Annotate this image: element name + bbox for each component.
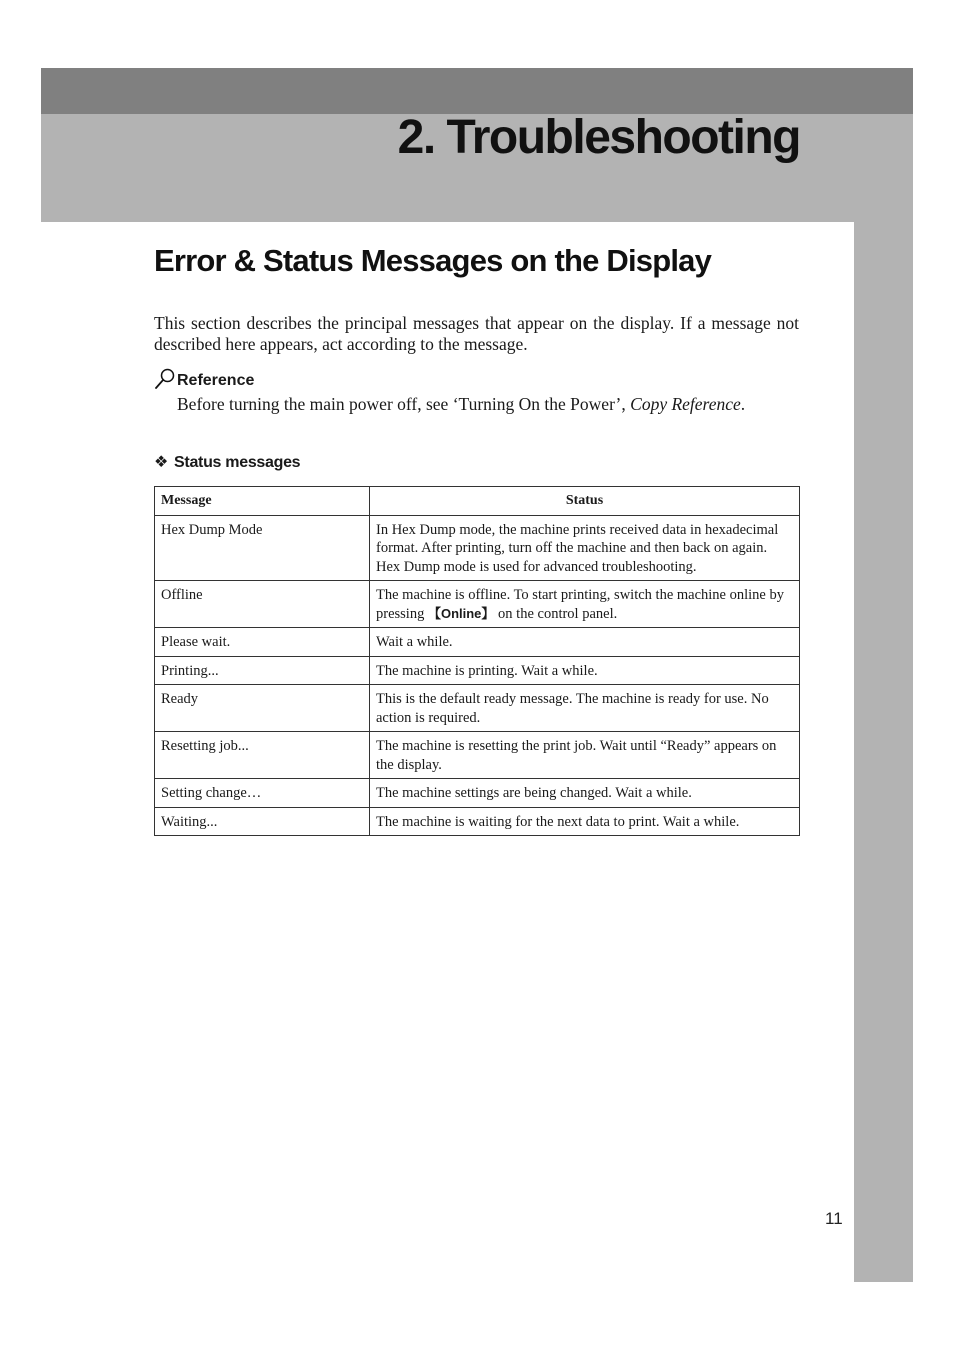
status-cell: The machine is resetting the print job. Wait until “Ready” appears on the display. <box>370 732 800 779</box>
online-key-label: 【Online】 <box>427 605 495 621</box>
table-row <box>155 628 800 657</box>
reference-heading <box>154 366 254 390</box>
status-cell: The machine is waiting for the next data to print. Wait a while. <box>370 807 800 836</box>
message-cell: Hex Dump Mode <box>155 515 370 581</box>
reference-text-end: . <box>740 394 746 414</box>
column-header-message: Message <box>155 487 370 516</box>
message-cell: Setting change… <box>155 779 370 808</box>
table-row <box>155 779 800 808</box>
table-row <box>155 656 800 685</box>
status-messages-table <box>154 486 800 836</box>
status-cell: This is the default ready message. The machine is ready for use. No action is required. <box>370 685 800 732</box>
status-text: on the control panel. <box>494 605 618 622</box>
page-number: 11 <box>825 1209 843 1228</box>
status-cell: In Hex Dump mode, the machine prints received data in hexadecimal format. After printing, turn off the machine and then back on again. Hex Dump mode is used for advanced troubleshooting. <box>370 515 800 581</box>
message-cell: Ready <box>155 685 370 732</box>
table-row <box>155 685 800 732</box>
status-cell <box>370 581 800 628</box>
message-cell: Resetting job... <box>155 732 370 779</box>
column-header-status: Status <box>370 487 800 516</box>
status-cell: The machine settings are being changed. Wait a while. <box>370 779 800 808</box>
status-cell: The machine is printing. Wait a while. <box>370 656 800 685</box>
header-band-dark <box>41 68 913 114</box>
status-cell: Wait a while. <box>370 628 800 657</box>
table-row <box>155 515 800 581</box>
chapter-title: 2. Troubleshooting <box>397 111 800 164</box>
reference-text <box>177 394 799 415</box>
status-messages-heading <box>154 452 300 472</box>
diamond-bullet-icon: ❖ <box>154 454 169 471</box>
reference-label: Reference <box>177 372 255 389</box>
status-text: The machine is offline. To start printing, switch the machine online by pressing <box>376 587 784 622</box>
side-tab-strip <box>854 222 913 1282</box>
message-cell: Printing... <box>155 656 370 685</box>
table-row <box>155 732 800 779</box>
reference-manual-title: Copy Reference <box>630 394 741 414</box>
message-cell: Offline <box>155 581 370 628</box>
message-cell: Please wait. <box>155 628 370 657</box>
status-messages-label: Status messages <box>174 454 301 471</box>
magnifier-icon <box>154 368 176 390</box>
message-cell: Waiting... <box>155 807 370 836</box>
intro-paragraph: This section describes the principal messages that appear on the display. If a message not described here appears, act according to the message. <box>154 313 799 354</box>
section-title: Error & Status Messages on the Display <box>154 243 712 278</box>
table-row <box>155 807 800 836</box>
table-header-row <box>155 487 800 516</box>
table-row <box>155 581 800 628</box>
reference-text-main: Before turning the main power off, see ‘Turning On the Power’, <box>177 394 631 414</box>
